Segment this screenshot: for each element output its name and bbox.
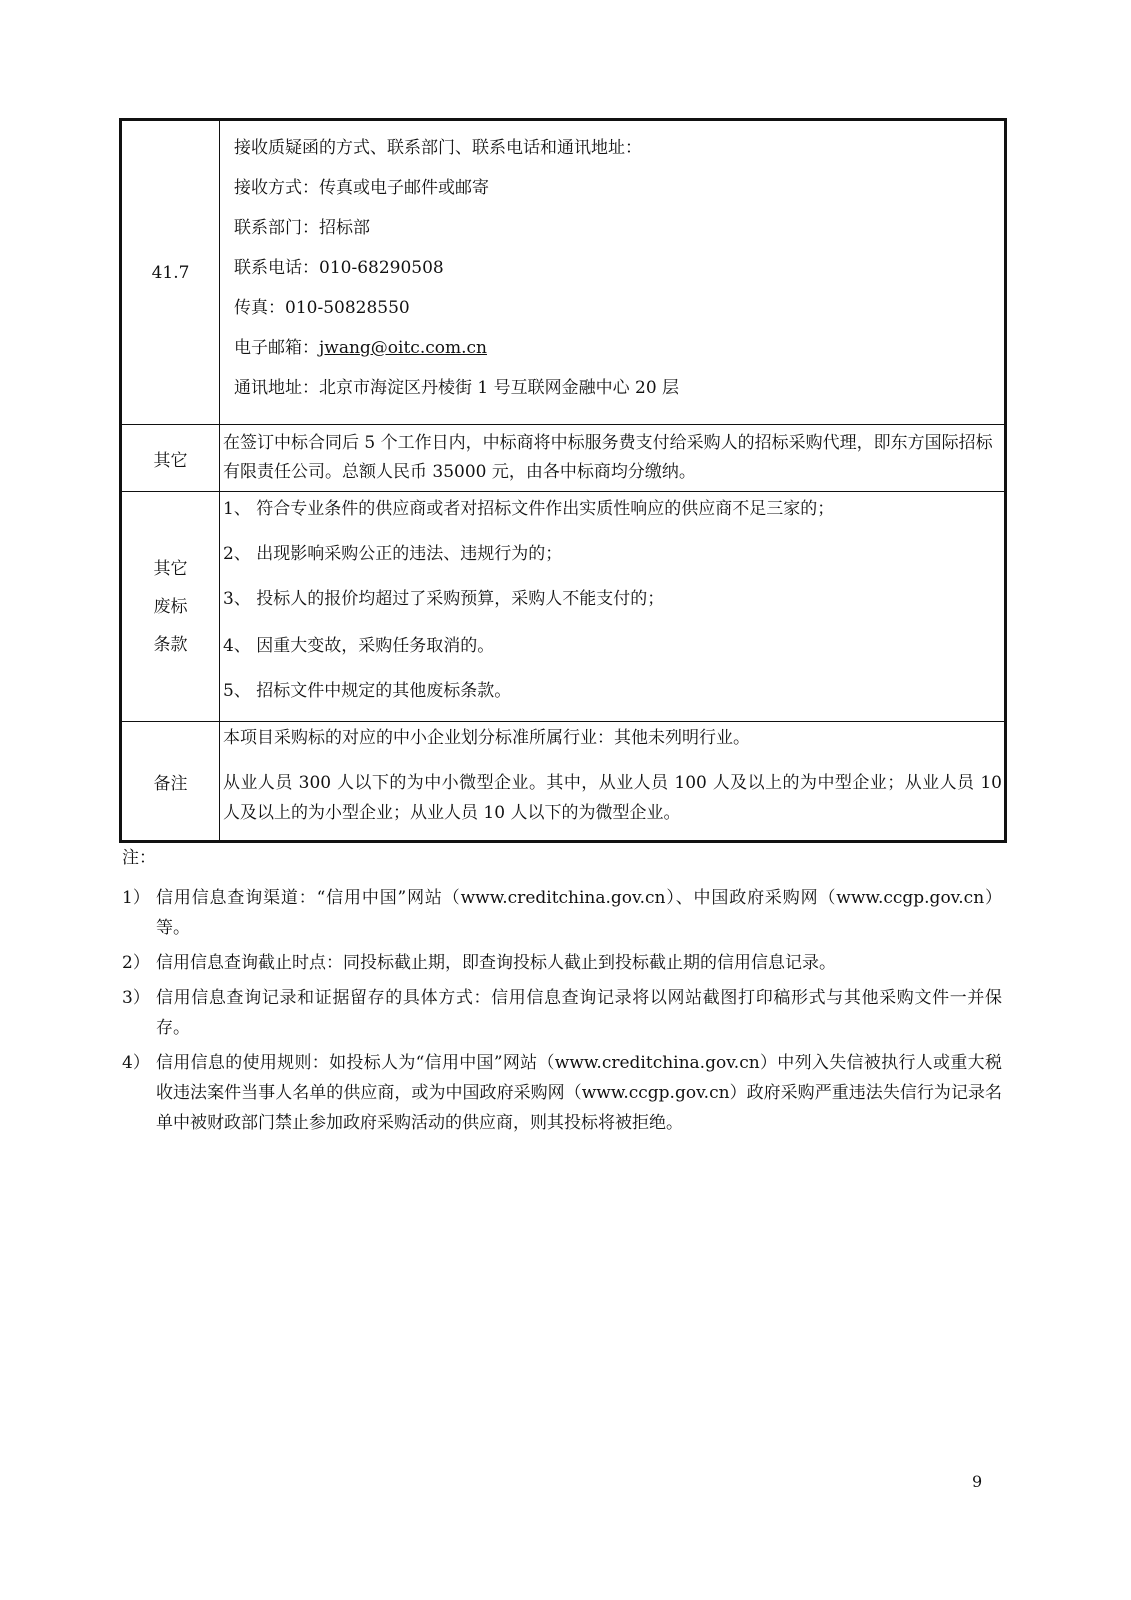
enterprise-size-text: 从业人员 300 人以下的为中小微型企业。其中，从业人员 100 人及以上的为中型企业；从业人员 10 人及以上的为小型企业；从业人员 10 人以下的为微型企业。 xyxy=(223,773,1002,823)
row-label-waste-bid xyxy=(121,492,220,722)
notes-title: 注： xyxy=(122,848,156,868)
contact-phone-line: 联系电话：010-68290508 xyxy=(234,258,444,278)
email-line xyxy=(234,334,1004,374)
note-number: 3） xyxy=(122,988,150,1008)
waste-label-line: 废标 xyxy=(153,596,188,617)
note-number: 1） xyxy=(122,888,150,908)
service-fee-text: 在签订中标合同后 5 个工作日内，中标商将中标服务费支付给采购人的招标采购代理，即东方国际招标有限责任公司。总额人民币 35000 元，由各中标商均分缴纳。 xyxy=(223,433,993,482)
fax-line: 传真：010-50828550 xyxy=(234,298,410,318)
waste-label-line: 其它 xyxy=(153,558,188,579)
remarks-cell xyxy=(220,722,1006,842)
table-row xyxy=(121,722,1006,842)
row-label-other: 其它 xyxy=(121,425,220,492)
service-fee-cell xyxy=(220,425,1006,492)
receive-method-line: 接收方式：传真或电子邮件或邮寄 xyxy=(234,178,489,198)
email-link[interactable]: jwang@oitc.com.cn xyxy=(319,338,487,358)
note-item xyxy=(122,948,1002,978)
note-text: 信用信息的使用规则：如投标人为“信用中国”网站（www.creditchina.gov.cn）中列入失信被执行人或重大税收违法案件当事人名单的供应商，或为中国政府采购网（www.ccgp.gov.cn）政府采购严重违法失信行为记录名单中被财政部门禁止参加政府采购活动的供应商，则其投标将被拒绝。 xyxy=(156,1053,1002,1133)
industry-standard-line: 本项目采购标的对应的中小企业划分标准所属行业：其他未列明行业。 xyxy=(223,728,750,748)
mailing-address-line: 通讯地址：北京市海淀区丹棱街 1 号互联网金融中心 20 层 xyxy=(234,378,680,398)
complaint-contact-cell xyxy=(220,120,1006,425)
note-number: 4） xyxy=(122,1053,150,1073)
notes-section xyxy=(122,843,1002,1143)
contact-department-line: 联系部门：招标部 xyxy=(234,218,370,238)
complaint-intro-line: 接收质疑函的方式、联系部门、联系电话和通讯地址： xyxy=(234,138,642,158)
note-item xyxy=(122,883,1002,943)
bid-info-table xyxy=(119,118,1007,843)
list-item: 5、 招标文件中规定的其他废标条款。 xyxy=(223,681,512,701)
note-text: 信用信息查询截止时点：同投标截止期，即查询投标人截止到投标截止期的信用信息记录。 xyxy=(156,953,836,973)
email-label: 电子邮箱： xyxy=(234,338,319,358)
row-label-41-7: 41.7 xyxy=(121,120,220,425)
table-row xyxy=(121,425,1006,492)
waste-label-line: 条款 xyxy=(153,634,188,655)
row-label-remarks: 备注 xyxy=(121,722,220,842)
table-row xyxy=(121,120,1006,425)
list-item: 2、 出现影响采购公正的违法、违规行为的； xyxy=(223,544,563,564)
waste-bid-clauses-cell xyxy=(220,492,1006,722)
page-number: 9 xyxy=(972,1472,983,1491)
list-item: 1、 符合专业条件的供应商或者对招标文件作出实质性响应的供应商不足三家的； xyxy=(223,499,835,519)
note-text: 信用信息查询渠道：“信用中国”网站（www.creditchina.gov.cn）、中国政府采购网（www.ccgp.gov.cn）等。 xyxy=(156,888,1002,938)
note-text: 信用信息查询记录和证据留存的具体方式：信用信息查询记录将以网站截图打印稿形式与其他采购文件一并保存。 xyxy=(156,988,1002,1038)
note-number: 2） xyxy=(122,953,150,973)
list-item: 4、 因重大变故，采购任务取消的。 xyxy=(223,636,495,656)
note-item xyxy=(122,983,1002,1043)
table-row xyxy=(121,492,1006,722)
list-item: 3、 投标人的报价均超过了采购预算，采购人不能支付的； xyxy=(223,589,665,609)
note-item xyxy=(122,1048,1002,1138)
